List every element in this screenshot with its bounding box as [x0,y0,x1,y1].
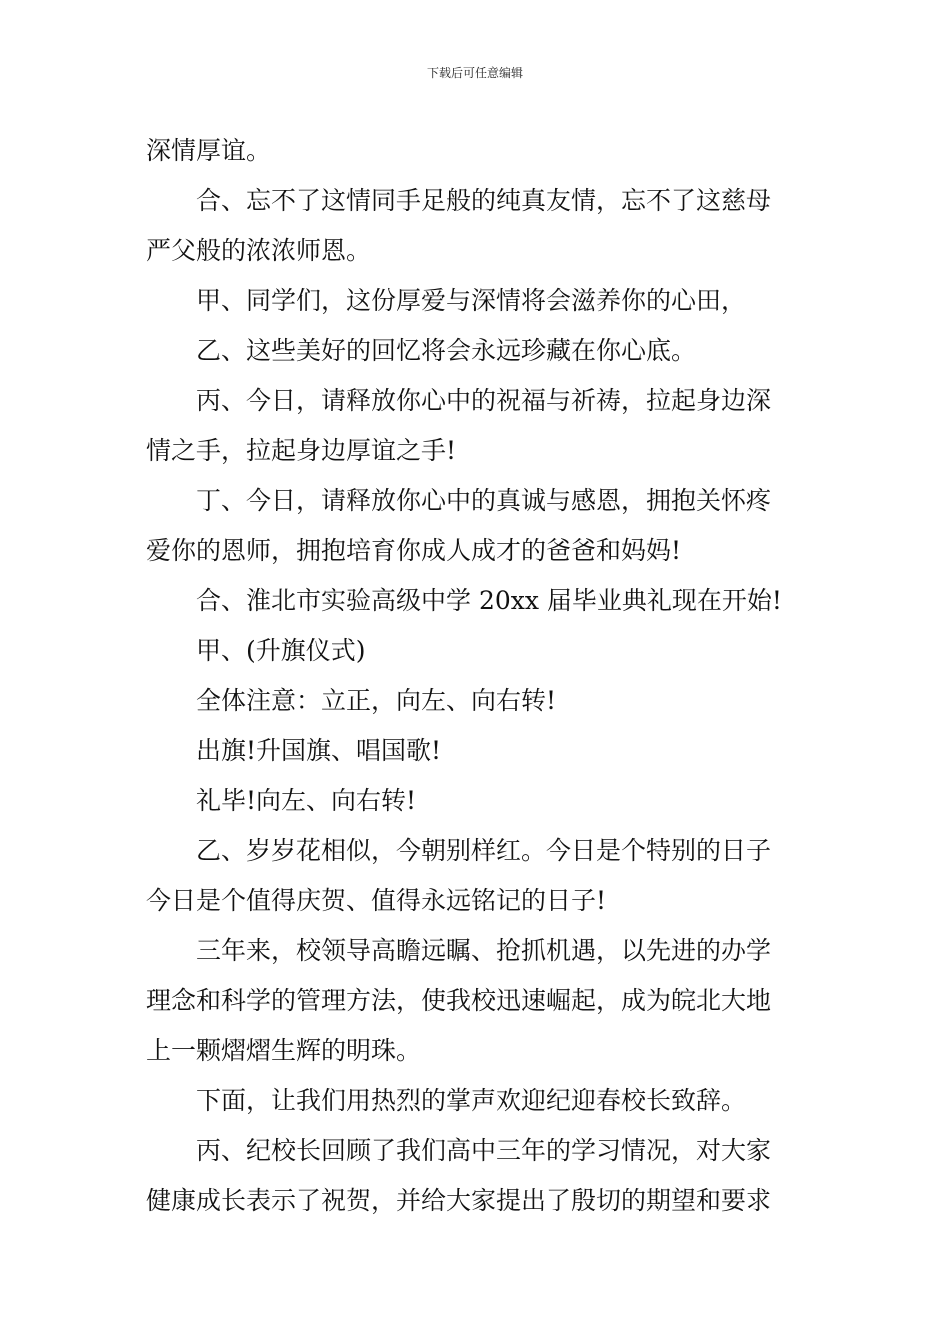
text-line: 丁、今日，请释放你心中的真诚与感恩，拥抱关怀疼 [196,486,772,515]
text-line: 上一颗熠熠生辉的明珠。 [146,1036,422,1065]
page-header: 下载后可任意编辑 [426,66,523,80]
text-line: 严父般的浓浓师恩。 [146,236,372,265]
text-line: 礼毕!向左、向右转! [196,786,417,815]
text-line: 合、淮北市实验高级中学 20xx 届毕业典礼现在开始! [196,586,782,615]
text-line: 爱你的恩师，拥抱培育你成人成才的爸爸和妈妈! [146,536,682,565]
text-line: 甲、(升旗仪式) [196,636,366,665]
text-line: 下面，让我们用热烈的掌声欢迎纪迎春校长致辞。 [196,1086,747,1115]
text-line: 深情厚谊。 [146,136,272,165]
text-line: 全体注意：立正，向左、向右转! [196,686,557,715]
text-line: 乙、这些美好的回忆将会永远珍藏在你心底。 [196,336,697,365]
text-line: 情之手，拉起身边厚谊之手! [146,436,457,465]
text-line: 甲、同学们，这份厚爱与深情将会滋养你的心田， [196,286,747,315]
text-line: 丙、纪校长回顾了我们高中三年的学习情况，对大家 [196,1136,772,1165]
text-line: 出旗!升国旗、唱国歌! [196,736,442,765]
text-line: 今日是个值得庆贺、值得永远铭记的日子! [146,886,607,915]
text-line: 三年来，校领导高瞻远瞩、抢抓机遇，以先进的办学 [196,936,772,965]
text-line: 健康成长表示了祝贺，并给大家提出了殷切的期望和要求 [146,1186,772,1215]
text-line: 合、忘不了这情同手足般的纯真友情，忘不了这慈母 [196,186,772,215]
document-body [146,126,806,1226]
text-line: 理念和科学的管理方法，使我校迅速崛起，成为皖北大地 [146,986,772,1015]
text-line: 丙、今日，请释放你心中的祝福与祈祷，拉起身边深 [196,386,772,415]
text-line: 乙、岁岁花相似，今朝别样红。今日是个特别的日子 [196,836,772,865]
